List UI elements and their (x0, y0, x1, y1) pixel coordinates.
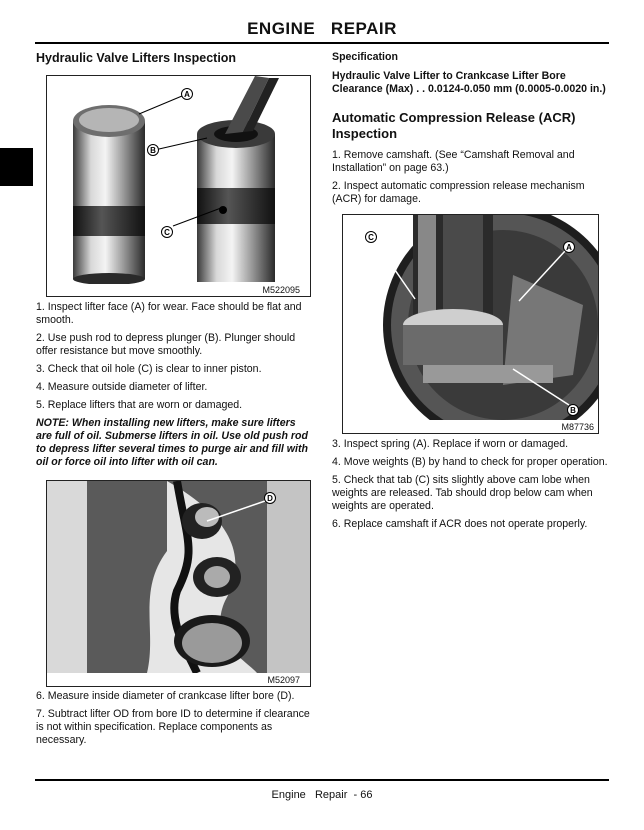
acr-step-6: 6. Replace camshaft if ACR does not operate properly. (332, 518, 588, 530)
acr-steps-2 (332, 438, 612, 531)
callout-b-acr: B (570, 406, 576, 415)
acr-section-title: Automatic Compression Release (ACR) Inspection (332, 110, 576, 141)
spec-text: Hydraulic Valve Lifter to Crankcase Lifter Bore Clearance (Max) . . 0.0124-0.050 mm (0.0005-0.0020 in.) (332, 70, 606, 95)
header-rule (35, 42, 609, 44)
footer-rule (35, 779, 609, 781)
callout-d: D (267, 494, 273, 503)
step-7: 7. Subtract lifter OD from bore ID to determine if clearance is not within specification. Replace components as necessary. (36, 708, 310, 746)
callout-a-acr: A (566, 243, 572, 252)
acr-photo (343, 215, 598, 420)
figure-id-m52097: M52097 (267, 675, 300, 685)
figure-id-m522095: M522095 (262, 285, 300, 295)
callout-c-acr: C (368, 233, 374, 242)
step-5: 5. Replace lifters that are worn or damaged. (36, 399, 243, 411)
lifter-install-note: NOTE: When installing new lifters, make sure lifters are full of oil. Submerse lifters in oil. Use old push rod to depress lifter several times to purge air and fill with oil or force oil into lifter with oil can. (36, 417, 308, 468)
acr-step-1: 1. Remove camshaft. (See “Camshaft Removal and Installation” on page 63.) (332, 149, 575, 174)
acr-figure (342, 214, 599, 434)
acr-step-5: 5. Check that tab (C) sits slightly above cam lobe when weights are released. Tab should drop below cam when weights are operated. (332, 474, 593, 512)
step-1: 1. Inspect lifter face (A) for wear. Face should be flat and smooth. (36, 301, 302, 326)
lifter-bore-photo (47, 481, 310, 673)
acr-step-4: 4. Move weights (B) by hand to check for proper operation. (332, 456, 608, 468)
acr-step-3: 3. Inspect spring (A). Replace if worn or damaged. (332, 438, 569, 450)
callout-a: A (184, 90, 190, 99)
page-footer: Engine Repair - 66 (271, 789, 373, 801)
step-4: 4. Measure outside diameter of lifter. (36, 381, 208, 393)
acr-step-2: 2. Inspect automatic compression release mechanism (ACR) for damage. (332, 180, 585, 205)
page-header-title: ENGINE REPAIR (247, 19, 397, 38)
step-2: 2. Use push rod to depress plunger (B). Plunger should offer resistance but move smoothly. (36, 332, 296, 357)
step-3: 3. Check that oil hole (C) is clear to inner piston. (36, 363, 262, 375)
lifters-figure (46, 75, 311, 297)
lifter-bore-figure (46, 480, 311, 687)
lifters-steps (36, 301, 311, 469)
step-6: 6. Measure inside diameter of crankcase lifter bore (D). (36, 690, 295, 702)
callout-c: C (164, 228, 170, 237)
acr-steps-1 (332, 149, 607, 206)
bore-steps (36, 690, 311, 747)
lifters-photo (47, 76, 310, 284)
lifters-section-title: Hydraulic Valve Lifters Inspection (36, 51, 237, 65)
spec-heading: Specification (332, 51, 398, 63)
specification-block (332, 51, 612, 96)
section-tab-marker (0, 148, 33, 186)
callout-b: B (150, 146, 156, 155)
figure-id-m87736: M87736 (561, 422, 594, 432)
